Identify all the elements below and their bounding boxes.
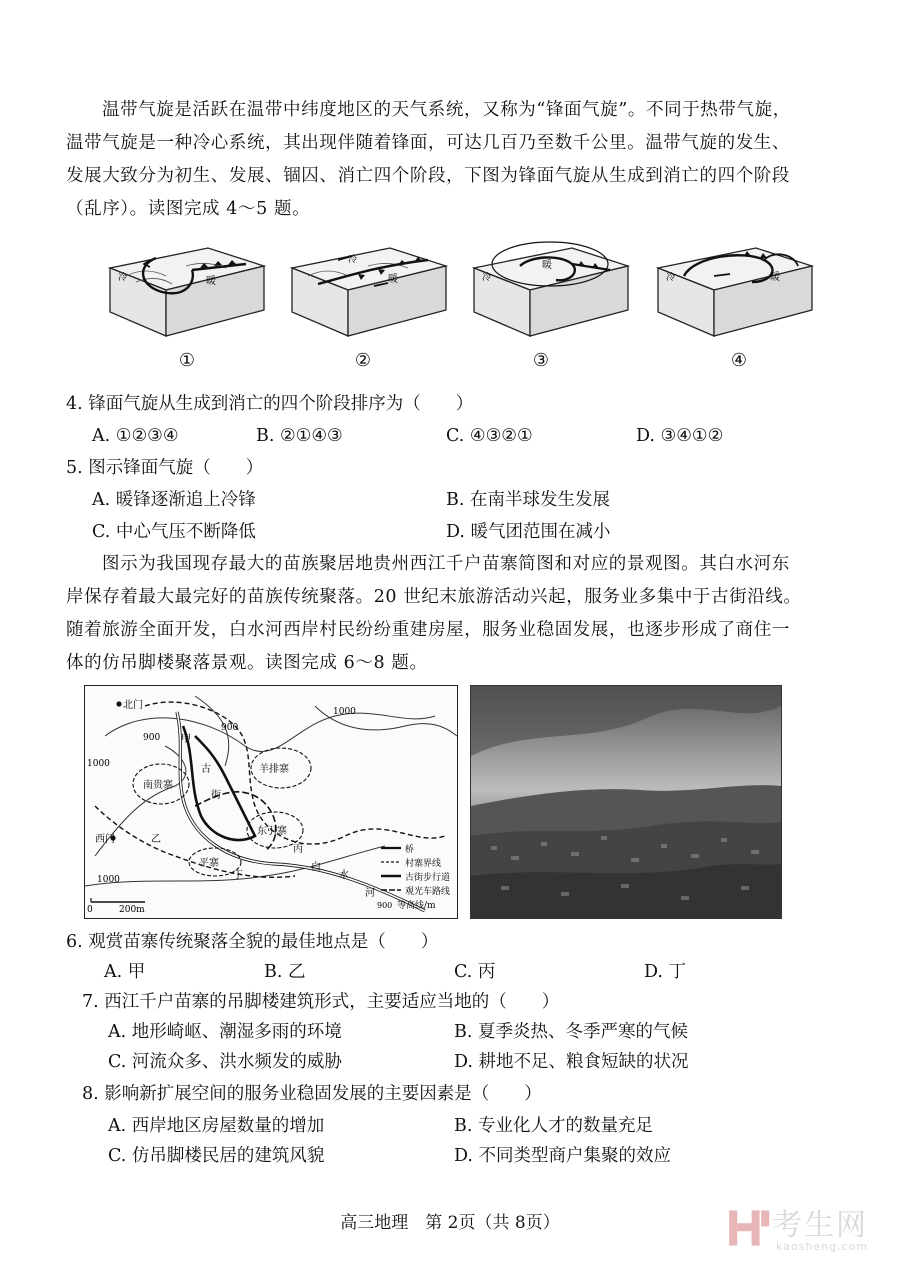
village-landscape-photo	[470, 685, 782, 919]
q5-option-d[interactable]: D. 暖气团范围在减小	[446, 522, 611, 542]
intro1-line-2: 温带气旋是一种冷心系统，其出现伴随着锋面，可达几百乃至数千公里。温带气旋的发生、	[66, 133, 790, 153]
map-scale-zero: 0	[87, 905, 93, 915]
stage-diagram-1	[96, 236, 266, 346]
map-legend-bridge: 桥	[405, 845, 415, 855]
q6-option-c[interactable]: C. 丙	[454, 962, 496, 982]
map-point-bing: 丙	[293, 844, 303, 855]
map-place-north-gate: 北门	[123, 700, 143, 711]
map-point-ding: 丁	[233, 870, 243, 881]
stage-diagram-4	[644, 236, 814, 346]
stage-label-1: ①	[178, 350, 196, 371]
map-scale-200m: 200m	[119, 905, 145, 915]
q4-option-d[interactable]: D. ③④①②	[636, 426, 724, 446]
q5-option-a[interactable]: A. 暖锋逐渐追上冷锋	[92, 490, 256, 510]
map-river-char-3: 河	[365, 888, 375, 899]
question-4-stem: 4. 锋面气旋从生成到消亡的四个阶段排序为（ ）	[66, 394, 474, 414]
map-street-char-1: 古	[201, 764, 211, 775]
intro1-line-4: （乱序）。读图完成 4～5 题。	[66, 199, 311, 219]
q4-option-c[interactable]: C. ④③②①	[446, 426, 533, 446]
question-7-stem: 7. 西江千户苗寨的吊脚楼建筑形式，主要适应当地的（ ）	[82, 992, 560, 1012]
intro-paragraph-miao-village	[66, 548, 834, 680]
q5-option-b[interactable]: B. 在南半球发生发展	[446, 490, 610, 510]
stage-label-2: ②	[354, 350, 372, 371]
map-legend-contour-value: 900	[377, 901, 393, 910]
intro1-line-1: 温带气旋是活跃在温带中纬度地区的天气系统，又称为“锋面气旋”。不同于热带气旋，	[102, 100, 791, 120]
map-river-char-1: 白	[311, 862, 321, 873]
stage-diagram-3	[460, 236, 630, 346]
intro2-line-4: 体的仿吊脚楼聚落景观。读图完成 6～8 题。	[66, 653, 428, 673]
stage3-warm-label: 暖	[542, 260, 552, 271]
stage4-warm-label: 暖	[770, 272, 780, 283]
map-legend-village-boundary: 村寨界线	[405, 859, 442, 869]
q4-option-a[interactable]: A. ①②③④	[92, 426, 179, 446]
watermark-name: 考生网	[772, 1208, 868, 1243]
stage-diagram-2	[278, 236, 448, 346]
q7-option-c[interactable]: C. 河流众多、洪水频发的威胁	[108, 1052, 342, 1072]
map-contour-900-nw: 900	[143, 733, 161, 743]
q6-option-d[interactable]: D. 丁	[644, 962, 687, 982]
q8-option-d[interactable]: D. 不同类型商户集聚的效应	[454, 1146, 672, 1166]
stage1-warm-label: 暖	[206, 276, 216, 287]
stage4-cold-label: 冷	[666, 273, 676, 283]
stage-label-3: ③	[532, 350, 550, 371]
question-8-stem: 8. 影响新扩展空间的服务业稳固发展的主要因素是（ ）	[82, 1084, 542, 1104]
stage1-cold-label: 冷	[118, 273, 128, 283]
map-place-yangpai: 羊排寨	[259, 764, 289, 775]
q8-option-b[interactable]: B. 专业化人才的数量充足	[454, 1116, 653, 1136]
map-place-dongyin: 东引寨	[257, 826, 287, 837]
map-point-yi: 乙	[151, 834, 161, 845]
intro-paragraph-cyclone	[66, 94, 834, 226]
map-place-pingzhai: 平寨	[199, 858, 219, 869]
q7-option-b[interactable]: B. 夏季炎热、冬季严寒的气候	[454, 1022, 688, 1042]
map-contour-1000-w: 1000	[87, 759, 110, 769]
intro2-line-2: 岸保存着最大最完好的苗族传统聚落。20 世纪末旅游活动兴起，服务业多集中于古街沿线。	[66, 587, 802, 607]
map-point-jia: 甲	[181, 734, 191, 745]
map-legend-contour: 等高线/m	[397, 901, 436, 911]
question-5-stem: 5. 图示锋面气旋（ ）	[66, 458, 264, 478]
question-6-stem: 6. 观赏苗寨传统聚落全貌的最佳地点是（ ）	[66, 932, 439, 952]
q8-option-a[interactable]: A. 西岸地区房屋数量的增加	[108, 1116, 325, 1136]
map-place-nangui: 南贵寨	[143, 780, 173, 791]
map-contour-1000-sw: 1000	[97, 875, 120, 885]
village-map	[84, 685, 458, 919]
map-street-char-2: 街	[211, 790, 221, 801]
stage3-cold-label: 冷	[482, 273, 492, 283]
q8-option-c[interactable]: C. 仿吊脚楼民居的建筑风貌	[108, 1146, 325, 1166]
map-contour-1000-ne: 1000	[333, 707, 356, 717]
stage-label-4: ④	[730, 350, 748, 371]
map-river-char-2: 水	[339, 870, 349, 881]
q6-option-a[interactable]: A. 甲	[104, 962, 146, 982]
intro1-line-3: 发展大致分为初生、发展、锢囚、消亡四个阶段，下图为锋面气旋从生成到消亡的四个阶段	[66, 166, 790, 186]
q7-option-d[interactable]: D. 耕地不足、粮食短缺的状况	[454, 1052, 689, 1072]
page-footer: 高三地理 第 2页（共 8页）	[340, 1213, 560, 1233]
watermark-url: kaosheng.com	[776, 1240, 869, 1253]
q7-option-a[interactable]: A. 地形崎岖、潮湿多雨的环境	[108, 1022, 342, 1042]
map-legend-old-street: 古街步行道	[405, 873, 451, 883]
map-contour-900-n: 900	[221, 723, 239, 733]
stage2-warm-label: 暖	[388, 274, 398, 285]
cyclone-stage-diagrams	[96, 236, 816, 376]
stage2-cold-label: 冷	[348, 255, 358, 265]
map-place-west-gate: 西门	[95, 834, 115, 845]
map-legend-tour-route: 观光车路线	[405, 887, 451, 897]
q5-option-c[interactable]: C. 中心气压不断降低	[92, 522, 256, 542]
intro2-line-3: 随着旅游全面开发，白水河西岸村民纷纷重建房屋，服务业稳固发展，也逐步形成了商住一	[66, 620, 790, 640]
q6-option-b[interactable]: B. 乙	[264, 962, 306, 982]
q4-option-b[interactable]: B. ②①④③	[256, 426, 343, 446]
intro2-line-1: 图示为我国现存最大的苗族聚居地贵州西江千户苗寨简图和对应的景观图。其白水河东	[102, 554, 790, 574]
